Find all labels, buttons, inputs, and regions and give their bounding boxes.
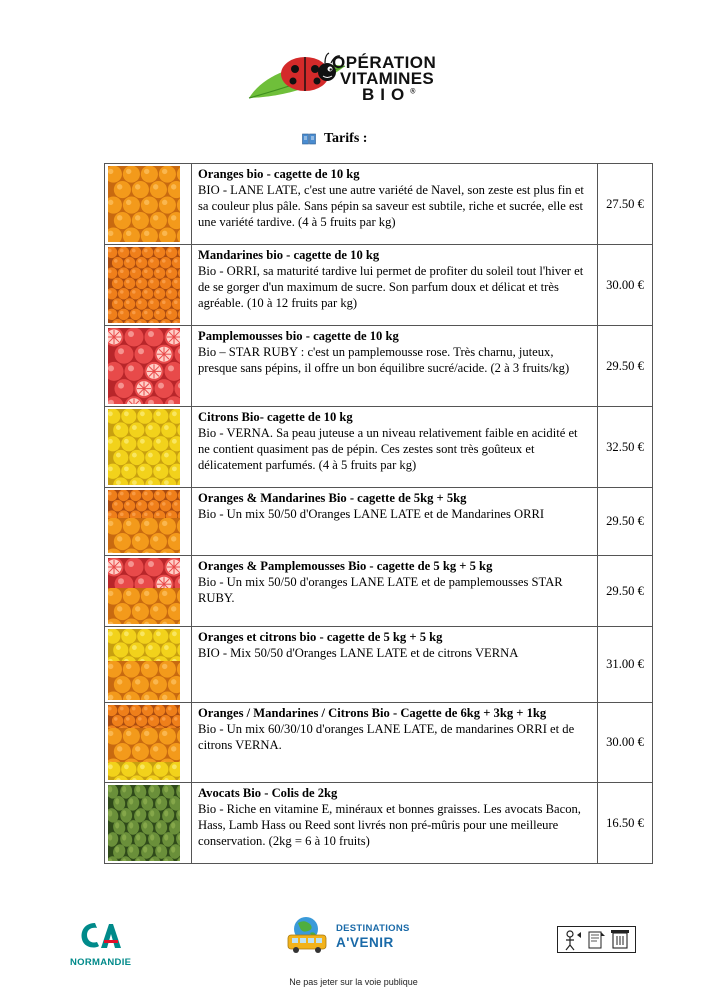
oranges-photo: [108, 166, 180, 242]
product-description-cell: [192, 488, 598, 556]
globe-bus-icon: [284, 915, 332, 955]
tarifs-heading: [302, 131, 367, 147]
bank-label: NORMANDIE: [70, 957, 132, 968]
product-price: 29.50 €: [598, 488, 653, 556]
product-description: BIO - LANE LATE, c'est une autre variété de Navel, son zeste est plus fin et sa couleur plus pâle. Sans pépin sa saveur est subtile, riche et sucrée, elle est une variété tardive. (4 à 5 fruits par kg): [198, 183, 584, 229]
product-row: [105, 407, 653, 488]
partner-logo: [284, 915, 434, 955]
orange-group: [108, 588, 180, 624]
avocados-photo: [108, 785, 180, 861]
partner-wordmark: [336, 924, 410, 949]
product-title: Oranges & Mandarines Bio - cagette de 5kg + 5kg: [198, 491, 467, 505]
partner-line2: A'VENIR: [336, 934, 394, 950]
mandarin-group: [108, 490, 180, 522]
product-description: Bio - Un mix 60/30/10 d'oranges LANE LATE, de mandarines ORRI et de citrons VERNA.: [198, 722, 575, 752]
logo-wordmark: [332, 54, 436, 103]
product-description: BIO - Mix 50/50 d'Oranges LANE LATE et de citrons VERNA: [198, 646, 519, 660]
book-icon: [302, 133, 316, 145]
product-description: Bio - ORRI, sa maturité tardive lui permet de profiter du soleil tout l'hiver et de se gorger d'un maximum de sucre. Son parfum doux et délicat et très agréable. (10 à 12 fruits par kg): [198, 264, 584, 310]
product-price: 29.50 €: [598, 556, 653, 627]
product-description-cell: [192, 783, 598, 864]
grapefruits-photo: [108, 328, 180, 404]
product-title: Oranges & Pamplemousses Bio - cagette de 5 kg + 5 kg: [198, 559, 493, 573]
product-row: [105, 245, 653, 326]
product-description: Bio - VERNA. Sa peau juteuse a un niveau relativement faible en acidité et ne contient quasiment pas de pépin. Ces zestes sont très goûteux et délicatement parfumés. (4 à 5 fruits par kg): [198, 426, 578, 472]
product-row: [105, 703, 653, 783]
oranges-mandarins-photo: [108, 490, 180, 553]
product-description: Bio - Riche en vitamine E, minéraux et bonnes graisses. Les avocats Bacon, Hass, Lamb Hass ou Reed sont livrés non pré-mûris pour une meilleure conservation. (2kg = 6 à 10 fruits): [198, 802, 581, 848]
logo-line1: OPÉRATION: [332, 53, 437, 72]
product-title: Oranges bio - cagette de 10 kg: [198, 167, 360, 181]
product-description-cell: [192, 556, 598, 627]
avocado-group: [108, 785, 180, 861]
tarifs-label: Tarifs :: [324, 131, 368, 146]
partner-line1: DESTINATIONS: [336, 923, 410, 934]
oranges-lemons-photo: [108, 629, 180, 700]
oranges-mandarins-lemons-photo: [108, 705, 180, 780]
product-image-cell: [105, 488, 192, 556]
grapefruit-group: [108, 328, 180, 404]
credit-agricole-logo-icon: [77, 920, 123, 950]
product-price: 27.50 €: [598, 164, 653, 245]
mandarin-group: [108, 247, 180, 323]
product-price: 31.00 €: [598, 627, 653, 703]
product-description: Bio - Un mix 50/50 d'oranges LANE LATE et de pamplemousses STAR RUBY.: [198, 575, 563, 605]
product-row: [105, 783, 653, 864]
product-title: Pamplemousses bio - cagette de 10 kg: [198, 329, 399, 343]
product-price: 16.50 €: [598, 783, 653, 864]
lemon-group: [108, 409, 180, 485]
product-image-cell: [105, 164, 192, 245]
product-row: [105, 488, 653, 556]
product-image-cell: [105, 703, 192, 783]
product-description-cell: [192, 326, 598, 407]
product-description: Bio - Un mix 50/50 d'Oranges LANE LATE et de Mandarines ORRI: [198, 507, 545, 521]
product-price: 32.50 €: [598, 407, 653, 488]
mandarins-photo: [108, 247, 180, 323]
product-image-cell: [105, 407, 192, 488]
logo-line2: VITAMINES: [340, 69, 435, 88]
product-description-cell: [192, 407, 598, 488]
product-description-cell: [192, 245, 598, 326]
product-title: Oranges et citrons bio - cagette de 5 kg + 5 kg: [198, 630, 443, 644]
product-title: Oranges / Mandarines / Citrons Bio - Cagette de 6kg + 3kg + 1kg: [198, 706, 547, 720]
orange-group: [108, 661, 180, 700]
product-row: [105, 326, 653, 407]
product-description-cell: [192, 703, 598, 783]
logo-line3: [362, 86, 436, 103]
product-row: [105, 627, 653, 703]
lemon-group: [108, 762, 180, 780]
orange-group: [108, 166, 180, 242]
product-image-cell: [105, 627, 192, 703]
lemons-photo: [108, 409, 180, 485]
price-table: [104, 163, 653, 864]
product-price: 30.00 €: [598, 245, 653, 326]
product-description-cell: [192, 627, 598, 703]
triman-recycling-icon: [557, 926, 636, 953]
oranges-grapefruits-photo: [108, 558, 180, 624]
disposal-note: Ne pas jeter sur la voie publique: [289, 977, 418, 987]
product-title: Mandarines bio - cagette de 10 kg: [198, 248, 380, 262]
orange-group: [108, 518, 180, 553]
product-description-cell: [192, 164, 598, 245]
product-title: Citrons Bio- cagette de 10 kg: [198, 410, 353, 424]
product-row: [105, 556, 653, 627]
product-row: [105, 164, 653, 245]
product-image-cell: [105, 245, 192, 326]
product-image-cell: [105, 783, 192, 864]
bank-logo: [70, 920, 130, 968]
product-price: 30.00 €: [598, 703, 653, 783]
product-price: 29.50 €: [598, 326, 653, 407]
product-title: Avocats Bio - Colis de 2kg: [198, 786, 338, 800]
product-description: Bio – STAR RUBY : c'est un pamplemousse rose. Très charnu, juteux, presque sans pépins, il offre un bon équilibre sucré/acide. (2 à 3 fruits/kg): [198, 345, 570, 375]
logo-line3-text: BIO: [362, 85, 411, 104]
registered-mark: ®: [410, 88, 416, 96]
product-image-cell: [105, 326, 192, 407]
product-image-cell: [105, 556, 192, 627]
